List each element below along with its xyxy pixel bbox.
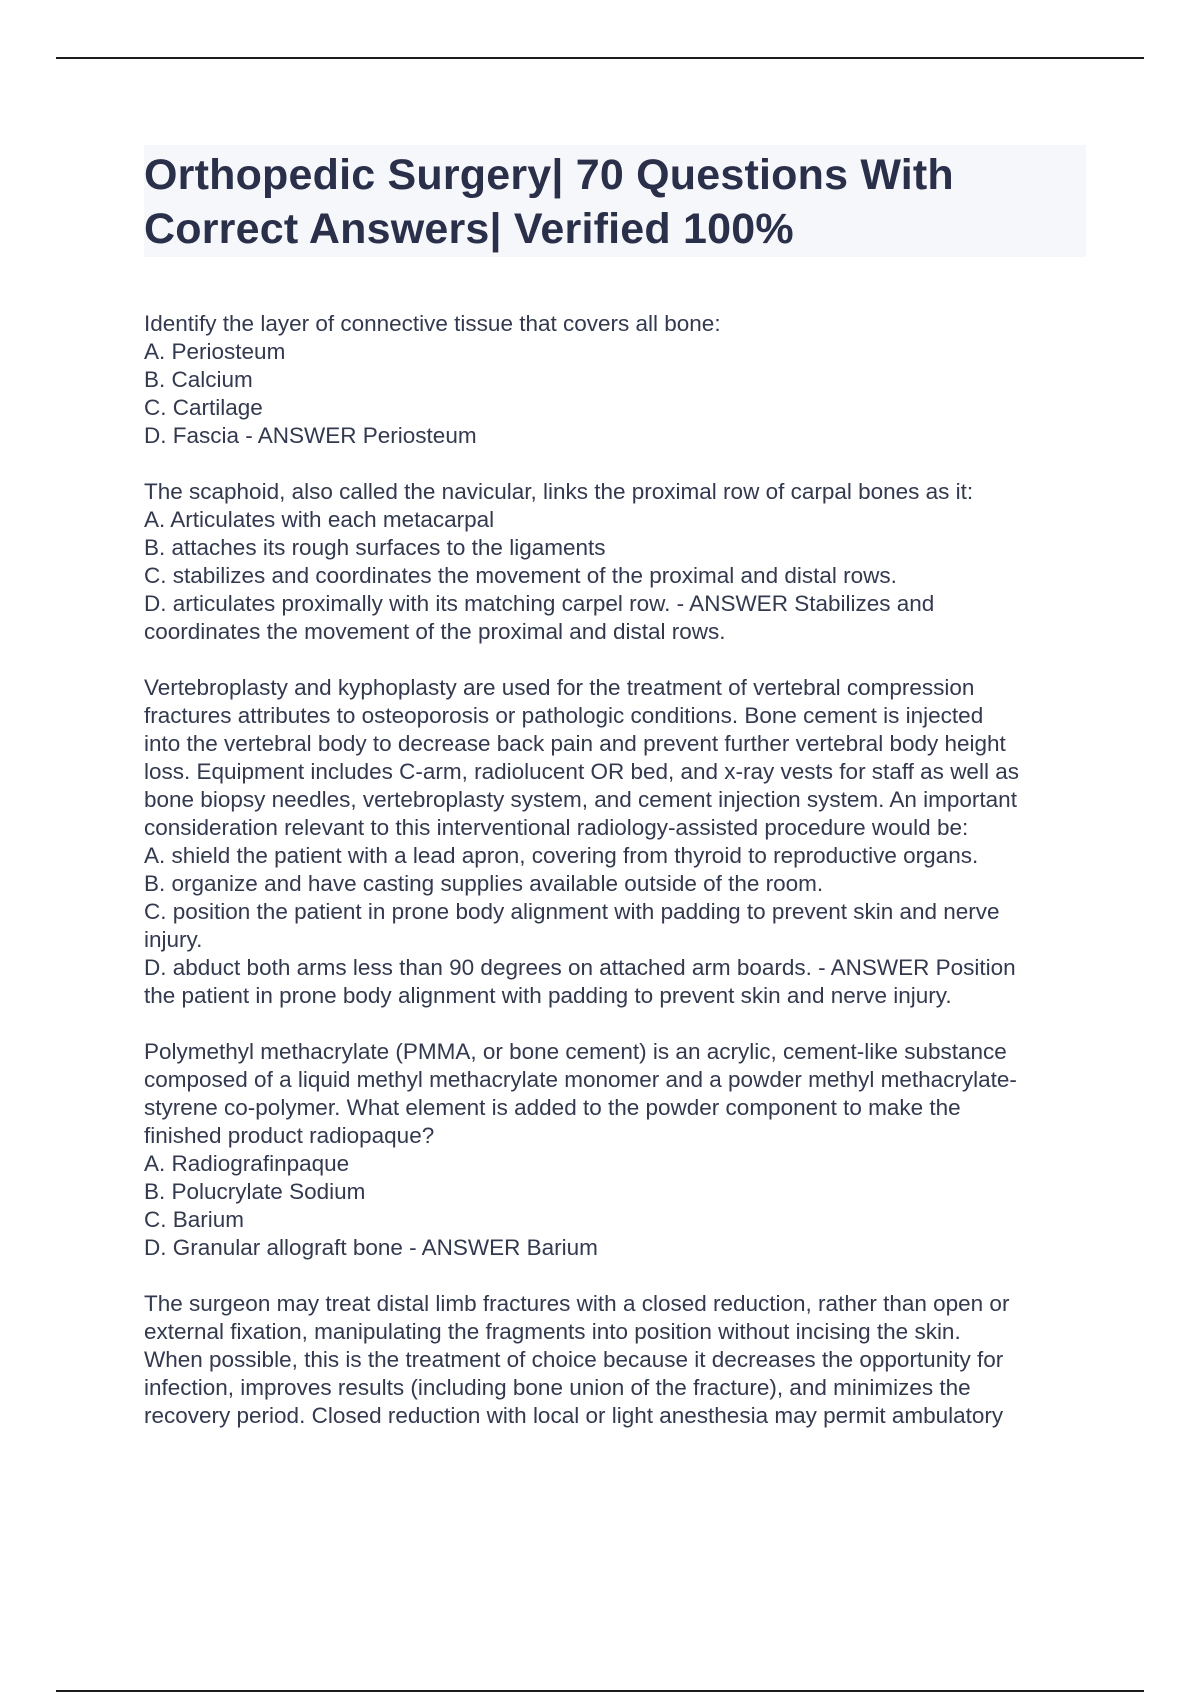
- question-text-line: external fixation, manipulating the fragments into position without incising the skin.: [144, 1319, 961, 1344]
- question-text-line: recovery period. Closed reduction with local or light anesthesia may permit ambulatory: [144, 1403, 1004, 1428]
- question-block-5: [144, 1290, 1104, 1430]
- question-text-line: When possible, this is the treatment of choice because it decreases the opportunity for: [144, 1347, 1004, 1372]
- title-block: [144, 145, 1086, 257]
- question-text-line: bone biopsy needles, vertebroplasty system, and cement injection system. An important: [144, 787, 1017, 812]
- answer-option-a: A. Periosteum: [144, 339, 286, 364]
- answer-option-d-with-answer: D. articulates proximally with its matching carpel row. - ANSWER Stabilizes and: [144, 591, 935, 616]
- question-text-line: Identify the layer of connective tissue that covers all bone:: [144, 311, 721, 336]
- question-text-line: composed of a liquid methyl methacrylate monomer and a powder methyl methacrylate-: [144, 1067, 1017, 1092]
- answer-option-d-with-answer: D. Fascia - ANSWER Periosteum: [144, 423, 477, 448]
- answer-option-b: B. Polucrylate Sodium: [144, 1179, 366, 1204]
- question-text-line: into the vertebral body to decrease back pain and prevent further vertebral body height: [144, 731, 1006, 756]
- answer-option-c-continuation: injury.: [144, 927, 203, 952]
- question-text-line: Vertebroplasty and kyphoplasty are used for the treatment of vertebral compression: [144, 675, 975, 700]
- answer-option-c: C. Cartilage: [144, 395, 263, 420]
- top-rule: [56, 57, 1144, 59]
- answer-continuation-line: coordinates the movement of the proximal and distal rows.: [144, 619, 726, 644]
- question-text-line: styrene co-polymer. What element is added to the powder component to make the: [144, 1095, 961, 1120]
- question-text-line: fractures attributes to osteoporosis or pathologic conditions. Bone cement is injected: [144, 703, 984, 728]
- answer-option-a: A. Radiografinpaque: [144, 1151, 350, 1176]
- answer-option-d-with-answer: D. Granular allograft bone - ANSWER Barium: [144, 1235, 598, 1260]
- bottom-rule: [56, 1690, 1144, 1692]
- question-text-line: The surgeon may treat distal limb fractures with a closed reduction, rather than open or: [144, 1291, 1010, 1316]
- answer-option-c: C. Barium: [144, 1207, 245, 1232]
- answer-option-a: A. shield the patient with a lead apron, covering from thyroid to reproductive organs.: [144, 843, 979, 868]
- question-text-line: The scaphoid, also called the navicular, links the proximal row of carpal bones as it:: [144, 479, 974, 504]
- answer-option-a: A. Articulates with each metacarpal: [144, 507, 495, 532]
- question-block-3: [144, 674, 1104, 1010]
- page-title-line-2: Correct Answers| Verified 100%: [144, 205, 794, 253]
- answer-option-c: C. stabilizes and coordinates the movement of the proximal and distal rows.: [144, 563, 897, 588]
- question-text-line: loss. Equipment includes C-arm, radiolucent OR bed, and x-ray vests for staff as well as: [144, 759, 1019, 784]
- answer-option-b: B. organize and have casting supplies available outside of the room.: [144, 871, 824, 896]
- answer-option-c: C. position the patient in prone body alignment with padding to prevent skin and nerve: [144, 899, 1000, 924]
- question-block-1: [144, 310, 1104, 450]
- question-block-4: [144, 1038, 1104, 1262]
- question-text-line: infection, improves results (including bone union of the fracture), and minimizes the: [144, 1375, 971, 1400]
- question-text-line: Polymethyl methacrylate (PMMA, or bone cement) is an acrylic, cement-like substance: [144, 1039, 1007, 1064]
- question-text-line: consideration relevant to this interventional radiology-assisted procedure would be:: [144, 815, 969, 840]
- answer-continuation-line: the patient in prone body alignment with padding to prevent skin and nerve injury.: [144, 983, 952, 1008]
- question-list: [144, 310, 1104, 1458]
- answer-option-d-with-answer: D. abduct both arms less than 90 degrees on attached arm boards. - ANSWER Position: [144, 955, 1016, 980]
- page-title-line-1: Orthopedic Surgery| 70 Questions With: [144, 151, 954, 199]
- answer-option-b: B. Calcium: [144, 367, 253, 392]
- answer-option-b: B. attaches its rough surfaces to the ligaments: [144, 535, 606, 560]
- question-text-line: finished product radiopaque?: [144, 1123, 435, 1148]
- question-block-2: [144, 478, 1104, 646]
